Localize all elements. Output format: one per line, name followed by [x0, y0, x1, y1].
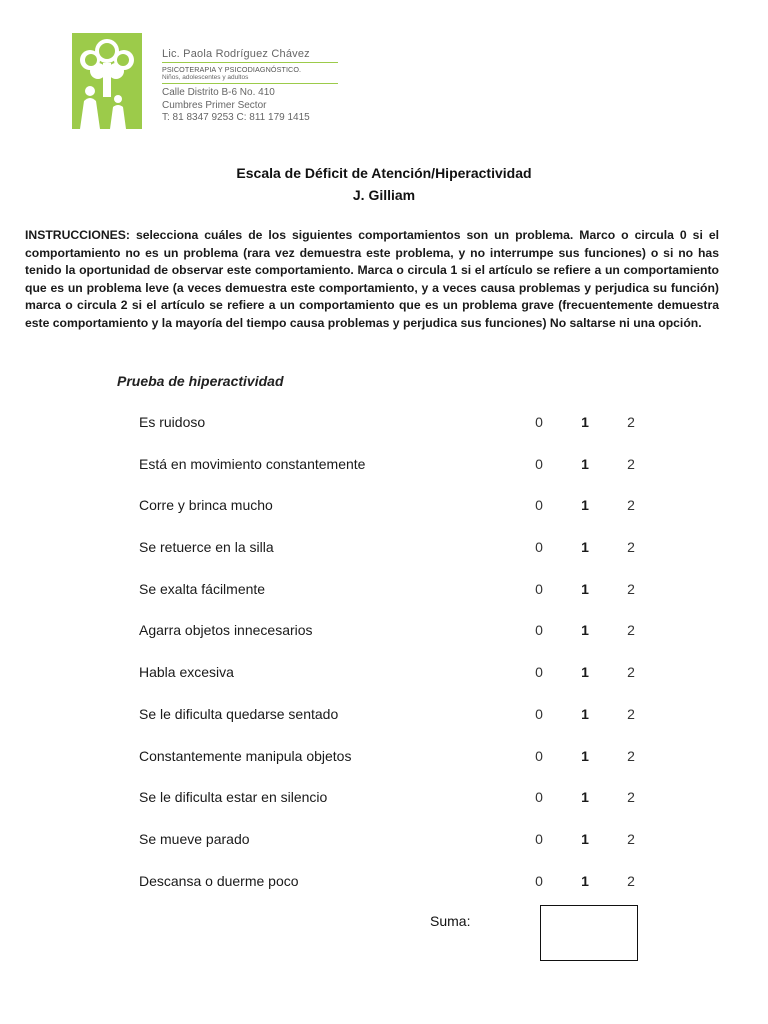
rating-option-0[interactable]: 0: [535, 664, 543, 681]
clinic-address-line2: Cumbres Primer Sector: [162, 99, 267, 111]
rating-option-0[interactable]: 0: [535, 580, 543, 597]
item-label: Se le dificulta estar en silencio: [139, 789, 328, 806]
rating-option-2[interactable]: 2: [627, 872, 635, 889]
list-item: [139, 661, 659, 703]
rating-option-2[interactable]: 2: [627, 789, 635, 806]
item-label: Constantemente manipula objetos: [139, 747, 352, 764]
tree-family-logo: [72, 33, 142, 129]
sum-label: Suma:: [430, 913, 471, 929]
divider: [162, 83, 338, 84]
rating-option-2[interactable]: 2: [627, 497, 635, 514]
item-label: Corre y brinca mucho: [139, 497, 273, 514]
rating-option-1[interactable]: 1: [581, 497, 589, 514]
clinic-phones: T: 81 8347 9253 C: 811 179 1415: [162, 112, 310, 123]
item-label: Se exalta fácilmente: [139, 580, 266, 597]
clinic-name: Lic. Paola Rodríguez Chávez: [162, 48, 310, 60]
list-item: [139, 703, 659, 745]
list-item: [139, 578, 659, 620]
item-label: Agarra objetos innecesarios: [139, 622, 313, 639]
list-item: [139, 411, 659, 453]
document-title: Escala de Déficit de Atención/Hiperactividad: [236, 165, 532, 181]
item-label: Se retuerce en la silla: [139, 539, 274, 556]
rating-option-1[interactable]: 1: [581, 414, 589, 430]
item-label: Descansa o duerme poco: [139, 872, 299, 889]
rating-option-0[interactable]: 0: [535, 455, 543, 472]
item-label: Es ruidoso: [139, 414, 206, 430]
rating-option-0[interactable]: 0: [535, 705, 543, 722]
rating-option-1[interactable]: 1: [581, 455, 589, 472]
divider: [162, 62, 338, 63]
rating-option-2[interactable]: 2: [627, 622, 635, 639]
list-item: [139, 786, 659, 828]
item-label: Habla excesiva: [139, 664, 234, 681]
rating-option-0[interactable]: 0: [535, 497, 543, 514]
item-label: Se mueve parado: [139, 830, 250, 847]
rating-option-1[interactable]: 1: [581, 705, 589, 722]
rating-option-0[interactable]: 0: [535, 830, 543, 847]
rating-option-2[interactable]: 2: [627, 580, 635, 597]
clinic-audience: Niños, adolescentes y adultos: [162, 74, 249, 81]
rating-option-1[interactable]: 1: [581, 789, 589, 806]
letterhead: [72, 33, 372, 133]
rating-option-1[interactable]: 1: [581, 664, 589, 681]
item-label: Se le dificulta quedarse sentado: [139, 705, 339, 722]
list-item: [139, 494, 659, 536]
clinic-address-line1: Calle Distrito B-6 No. 410: [162, 87, 275, 98]
rating-option-1[interactable]: 1: [581, 539, 589, 556]
rating-option-2[interactable]: 2: [627, 414, 635, 430]
rating-option-0[interactable]: 0: [535, 747, 543, 764]
list-item: [139, 536, 659, 578]
rating-option-1[interactable]: 1: [581, 830, 589, 847]
rating-option-2[interactable]: 2: [627, 455, 635, 472]
list-item: [139, 828, 659, 870]
rating-option-2[interactable]: 2: [627, 705, 635, 722]
rating-option-1[interactable]: 1: [581, 872, 589, 889]
list-item: [139, 619, 659, 661]
rating-option-2[interactable]: 2: [627, 830, 635, 847]
rating-option-0[interactable]: 0: [535, 622, 543, 639]
rating-option-2[interactable]: 2: [627, 664, 635, 681]
clinic-info: [162, 48, 342, 125]
sum-input-box[interactable]: [540, 905, 638, 961]
document-author: J. Gilliam: [352, 187, 416, 203]
section-title: Prueba de hiperactividad: [117, 373, 284, 389]
item-label: Está en movimiento constantemente: [139, 455, 366, 472]
rating-option-0[interactable]: 0: [535, 789, 543, 806]
rating-option-2[interactable]: 2: [627, 747, 635, 764]
list-item: [139, 453, 659, 495]
rating-option-2[interactable]: 2: [627, 539, 635, 556]
instructions-paragraph: INSTRUCCIONES: selecciona cuáles de los siguientes comportamientos son un problema. Marco o circula 0 si el comportamiento no es un problema (rara vez demuestra este problema, y no interrumpe sus funciones) o si no has tenido la oportunidad de observar este comportamiento. Marca o circula 1 si el artículo se refiere a un comportamiento que es un problema leve (a veces demuestra este comportamiento, y a veces causa problemas y perjudica su función) marca o circula 2 si el artículo se refiere a un comportamiento que es un problema grave (frecuentemente demuestra este comportamiento y la mayoría del tiempo causa problemas y perjudica sus funciones) No saltarse ni una opción.: [25, 228, 719, 330]
hyperactivity-items-list: [139, 411, 659, 911]
list-item: [139, 745, 659, 787]
rating-option-0[interactable]: 0: [535, 414, 543, 430]
clinic-specialty: PSICOTERAPIA Y PSICODIAGNÓSTICO.: [162, 65, 302, 74]
rating-option-1[interactable]: 1: [581, 580, 589, 597]
rating-option-1[interactable]: 1: [581, 622, 589, 639]
rating-option-0[interactable]: 0: [535, 539, 543, 556]
rating-option-0[interactable]: 0: [535, 872, 543, 889]
rating-option-1[interactable]: 1: [581, 747, 589, 764]
